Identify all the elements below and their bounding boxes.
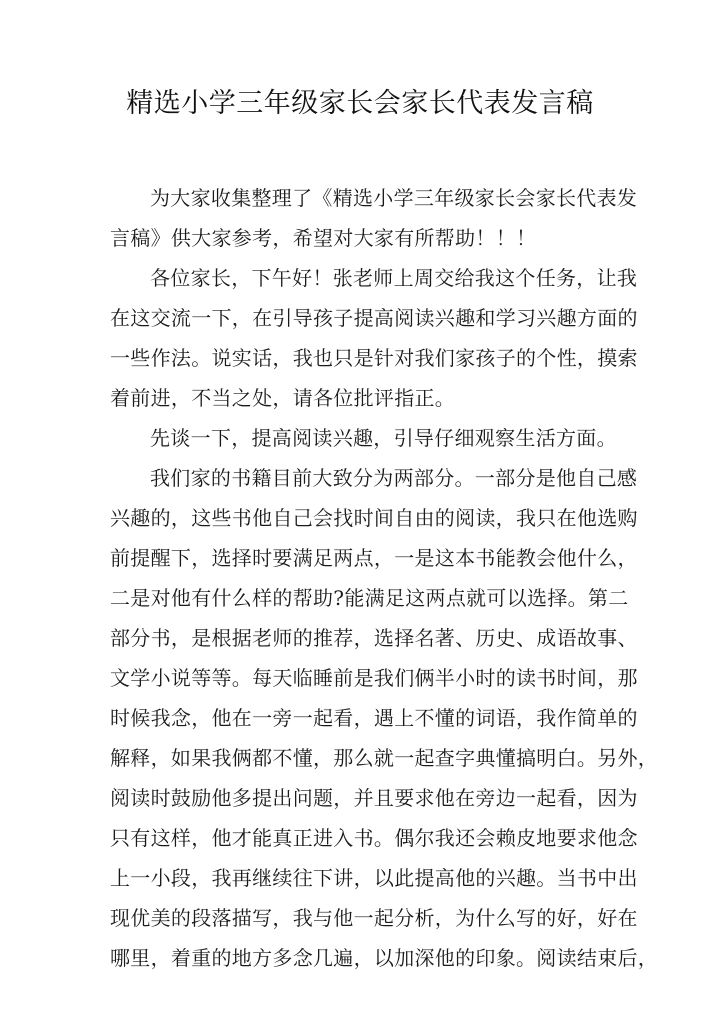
- paragraph-line: 部分书，是根据老师的推荐，选择名著、历史、成语故事、: [110, 626, 638, 650]
- paragraph-line: 在这交流一下，在引导孩子提高阅读兴趣和学习兴趣方面的: [110, 306, 638, 330]
- paragraph-line: 前提醒下，选择时要满足两点，一是这本书能教会他什么，: [110, 546, 638, 570]
- paragraph-line: 各位家长，下午好！张老师上周交给我这个任务，让我: [150, 266, 638, 290]
- document-title: 精选小学三年级家长会家长代表发言稿: [126, 88, 594, 119]
- paragraph-line: 时候我念，他在一旁一起看，遇上不懂的词语，我作简单的: [110, 706, 638, 730]
- paragraph-line: 阅读时鼓励他多提出问题，并且要求他在旁边一起看，因为: [110, 786, 638, 810]
- paragraph-line: 二是对他有什么样的帮助?能满足这两点就可以选择。第二: [110, 586, 629, 610]
- paragraph-line: 言稿》供大家参考，希望对大家有所帮助！！！: [110, 226, 537, 250]
- paragraph-line: 解释，如果我俩都不懂，那么就一起查字典懂搞明白。另外，: [110, 746, 659, 770]
- paragraph-line: 只有这样，他才能真正进入书。偶尔我还会赖皮地要求他念: [110, 826, 638, 850]
- paragraph-line: 着前进，不当之处，请各位批评指正。: [110, 386, 456, 410]
- paragraph-line: 哪里，着重的地方多念几遍，以加深他的印象。阅读结束后，: [110, 946, 659, 970]
- paragraph-line: 文学小说等等。每天临睡前是我们俩半小时的读书时间，那: [110, 666, 638, 690]
- paragraph-line: 为大家收集整理了《精选小学三年级家长会家长代表发: [150, 186, 638, 210]
- paragraph-line: 先谈一下，提高阅读兴趣，引导仔细观察生活方面。: [150, 426, 617, 450]
- paragraph-line: 兴趣的，这些书他自己会找时间自由的阅读，我只在他选购: [110, 506, 638, 530]
- paragraph-line: 我们家的书籍目前大致分为两部分。一部分是他自己感: [150, 466, 638, 490]
- paragraph-line: 一些作法。说实话，我也只是针对我们家孩子的个性，摸索: [110, 346, 638, 370]
- document-body: [110, 178, 659, 978]
- paragraph-line: 现优美的段落描写，我与他一起分析，为什么写的好，好在: [110, 906, 638, 930]
- paragraph-line: 上一小段，我再继续往下讲，以此提高他的兴趣。当书中出: [110, 866, 638, 890]
